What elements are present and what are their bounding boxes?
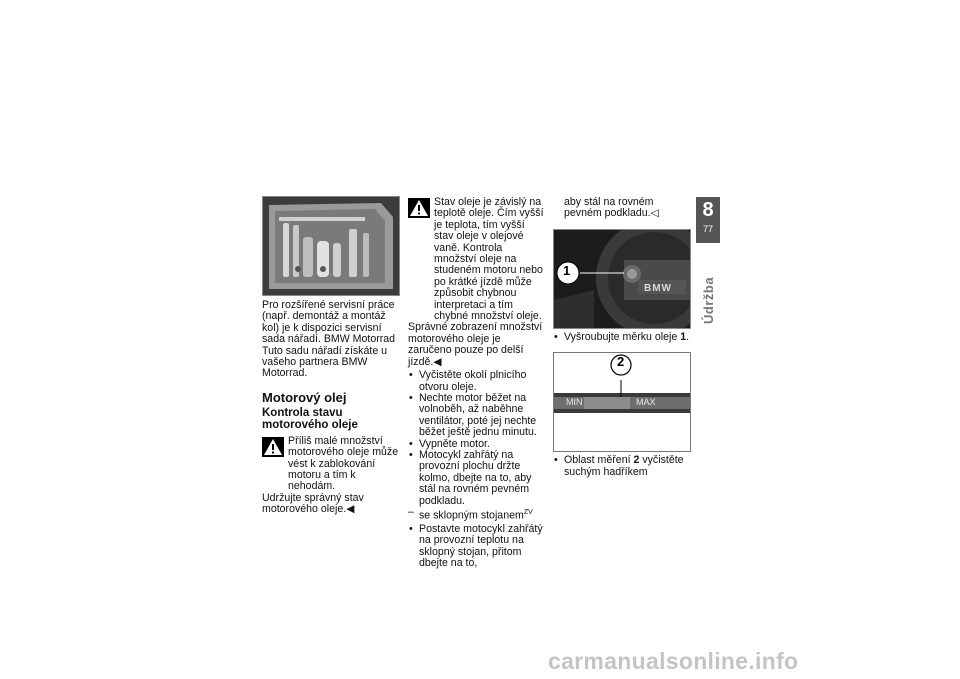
steps-list-4 xyxy=(553,455,690,478)
continue-mark-icon: ◁ xyxy=(650,207,659,220)
bullet-suffix: vyčistěte suchým hadříkem xyxy=(564,454,684,478)
list-item: • Motocykl zahřátý na provozní plochu držte kolmo, dbejte na to, aby stál na rovném pevném podkladu. xyxy=(408,450,545,507)
bmw-brand-label: BMW xyxy=(644,282,672,294)
end-mark-icon: ◀ xyxy=(433,355,442,368)
chapter-tab xyxy=(696,197,720,243)
toolkit-caption: Pro rozšířené servisní práce (např. demontáž a montáž kol) je k dispozici servisní sada nářadí. BMW Motorrad Tuto sadu nářadí získáte u vašeho partnera BMW Motorrad. xyxy=(262,299,396,380)
end-mark-icon: ◀ xyxy=(346,503,355,516)
callout-1: 1 xyxy=(563,262,571,278)
bullet-suffix: . xyxy=(686,330,690,343)
warning-block-2 xyxy=(408,197,545,322)
list-item: • Vypněte motor. xyxy=(408,439,545,450)
callout-2: 2 xyxy=(617,354,625,370)
list-item: • Postavte motocykl zahřátý na provozní teplotu na sklopný stojan, přitom dbejte na to, xyxy=(408,524,545,570)
steps-list-1 xyxy=(408,370,545,507)
toolkit-photo xyxy=(262,196,400,296)
warning-icon xyxy=(408,198,430,218)
warning-text-2b xyxy=(408,322,545,368)
engine-image xyxy=(554,230,690,328)
chapter-number: 8 xyxy=(702,199,714,221)
section-title: Údržba xyxy=(701,276,716,324)
toolkit-image xyxy=(263,197,399,295)
warning-icon xyxy=(262,437,284,457)
list-item xyxy=(553,455,690,478)
column-2 xyxy=(408,197,545,570)
heading-check-oil-level: Kontrola stavu motorového oleje xyxy=(262,406,358,432)
warning-text-1b xyxy=(262,493,400,516)
warning-text-2: Stav oleje je závislý na teplotě oleje. Čím vyšší je teplota, tím vyšší stav oleje v olejové vaně. Kontrola množství oleje na studeném motoru nebo po krátké jízdě může způsobit chybnou interpretaci a tím chybné množství oleje. xyxy=(434,196,544,323)
warning-text-2b-body: Správné zobrazení množství motorového oleje je zaručeno pouze po delší jízdě. xyxy=(408,321,543,368)
list-item: • Vyčistěte okolí plnicího otvoru oleje. xyxy=(408,370,545,393)
warning-text-1: Příliš malé množství motorového oleje může vést k zablokování motoru a tím k nehodám. xyxy=(288,434,399,493)
warning-block-1 xyxy=(262,436,400,493)
page-number: 77 xyxy=(702,224,713,234)
dash-item-text: se sklopným stojanem xyxy=(419,509,524,522)
dipstick-location-photo xyxy=(553,229,691,329)
dash-item-side-stand xyxy=(408,507,545,522)
dipstick-photo xyxy=(553,352,691,452)
min-mark-label: MIN xyxy=(566,397,583,408)
bullet-prefix: Vyšroubujte měrku oleje xyxy=(564,330,681,343)
optional-equipment-mark: ZV xyxy=(523,508,533,516)
list-item: • Nechte motor běžet na volnoběh, až naběhne ventilátor, poté jej nechte běžet ještě jednu minutu. xyxy=(408,393,545,439)
bullet-bold-ref: 1 xyxy=(680,330,687,343)
steps-list-2 xyxy=(408,524,545,570)
continuation-body: aby stál na rovném pevném podkladu. xyxy=(564,196,654,220)
continuation-text xyxy=(553,197,690,220)
bullet-bold-ref: 2 xyxy=(633,454,640,467)
heading-motor-oil: Motorový olej xyxy=(262,389,347,405)
list-item xyxy=(553,332,690,343)
watermark: carmanualsonline.info xyxy=(548,648,799,674)
column-1 xyxy=(262,196,400,516)
bullet-prefix: Oblast měření xyxy=(564,454,634,467)
warning-text-1b-body: Udržujte správný stav motorového oleje. xyxy=(262,491,364,516)
steps-list-3 xyxy=(553,332,690,343)
max-mark-label: MAX xyxy=(636,397,656,408)
column-3 xyxy=(553,197,690,478)
